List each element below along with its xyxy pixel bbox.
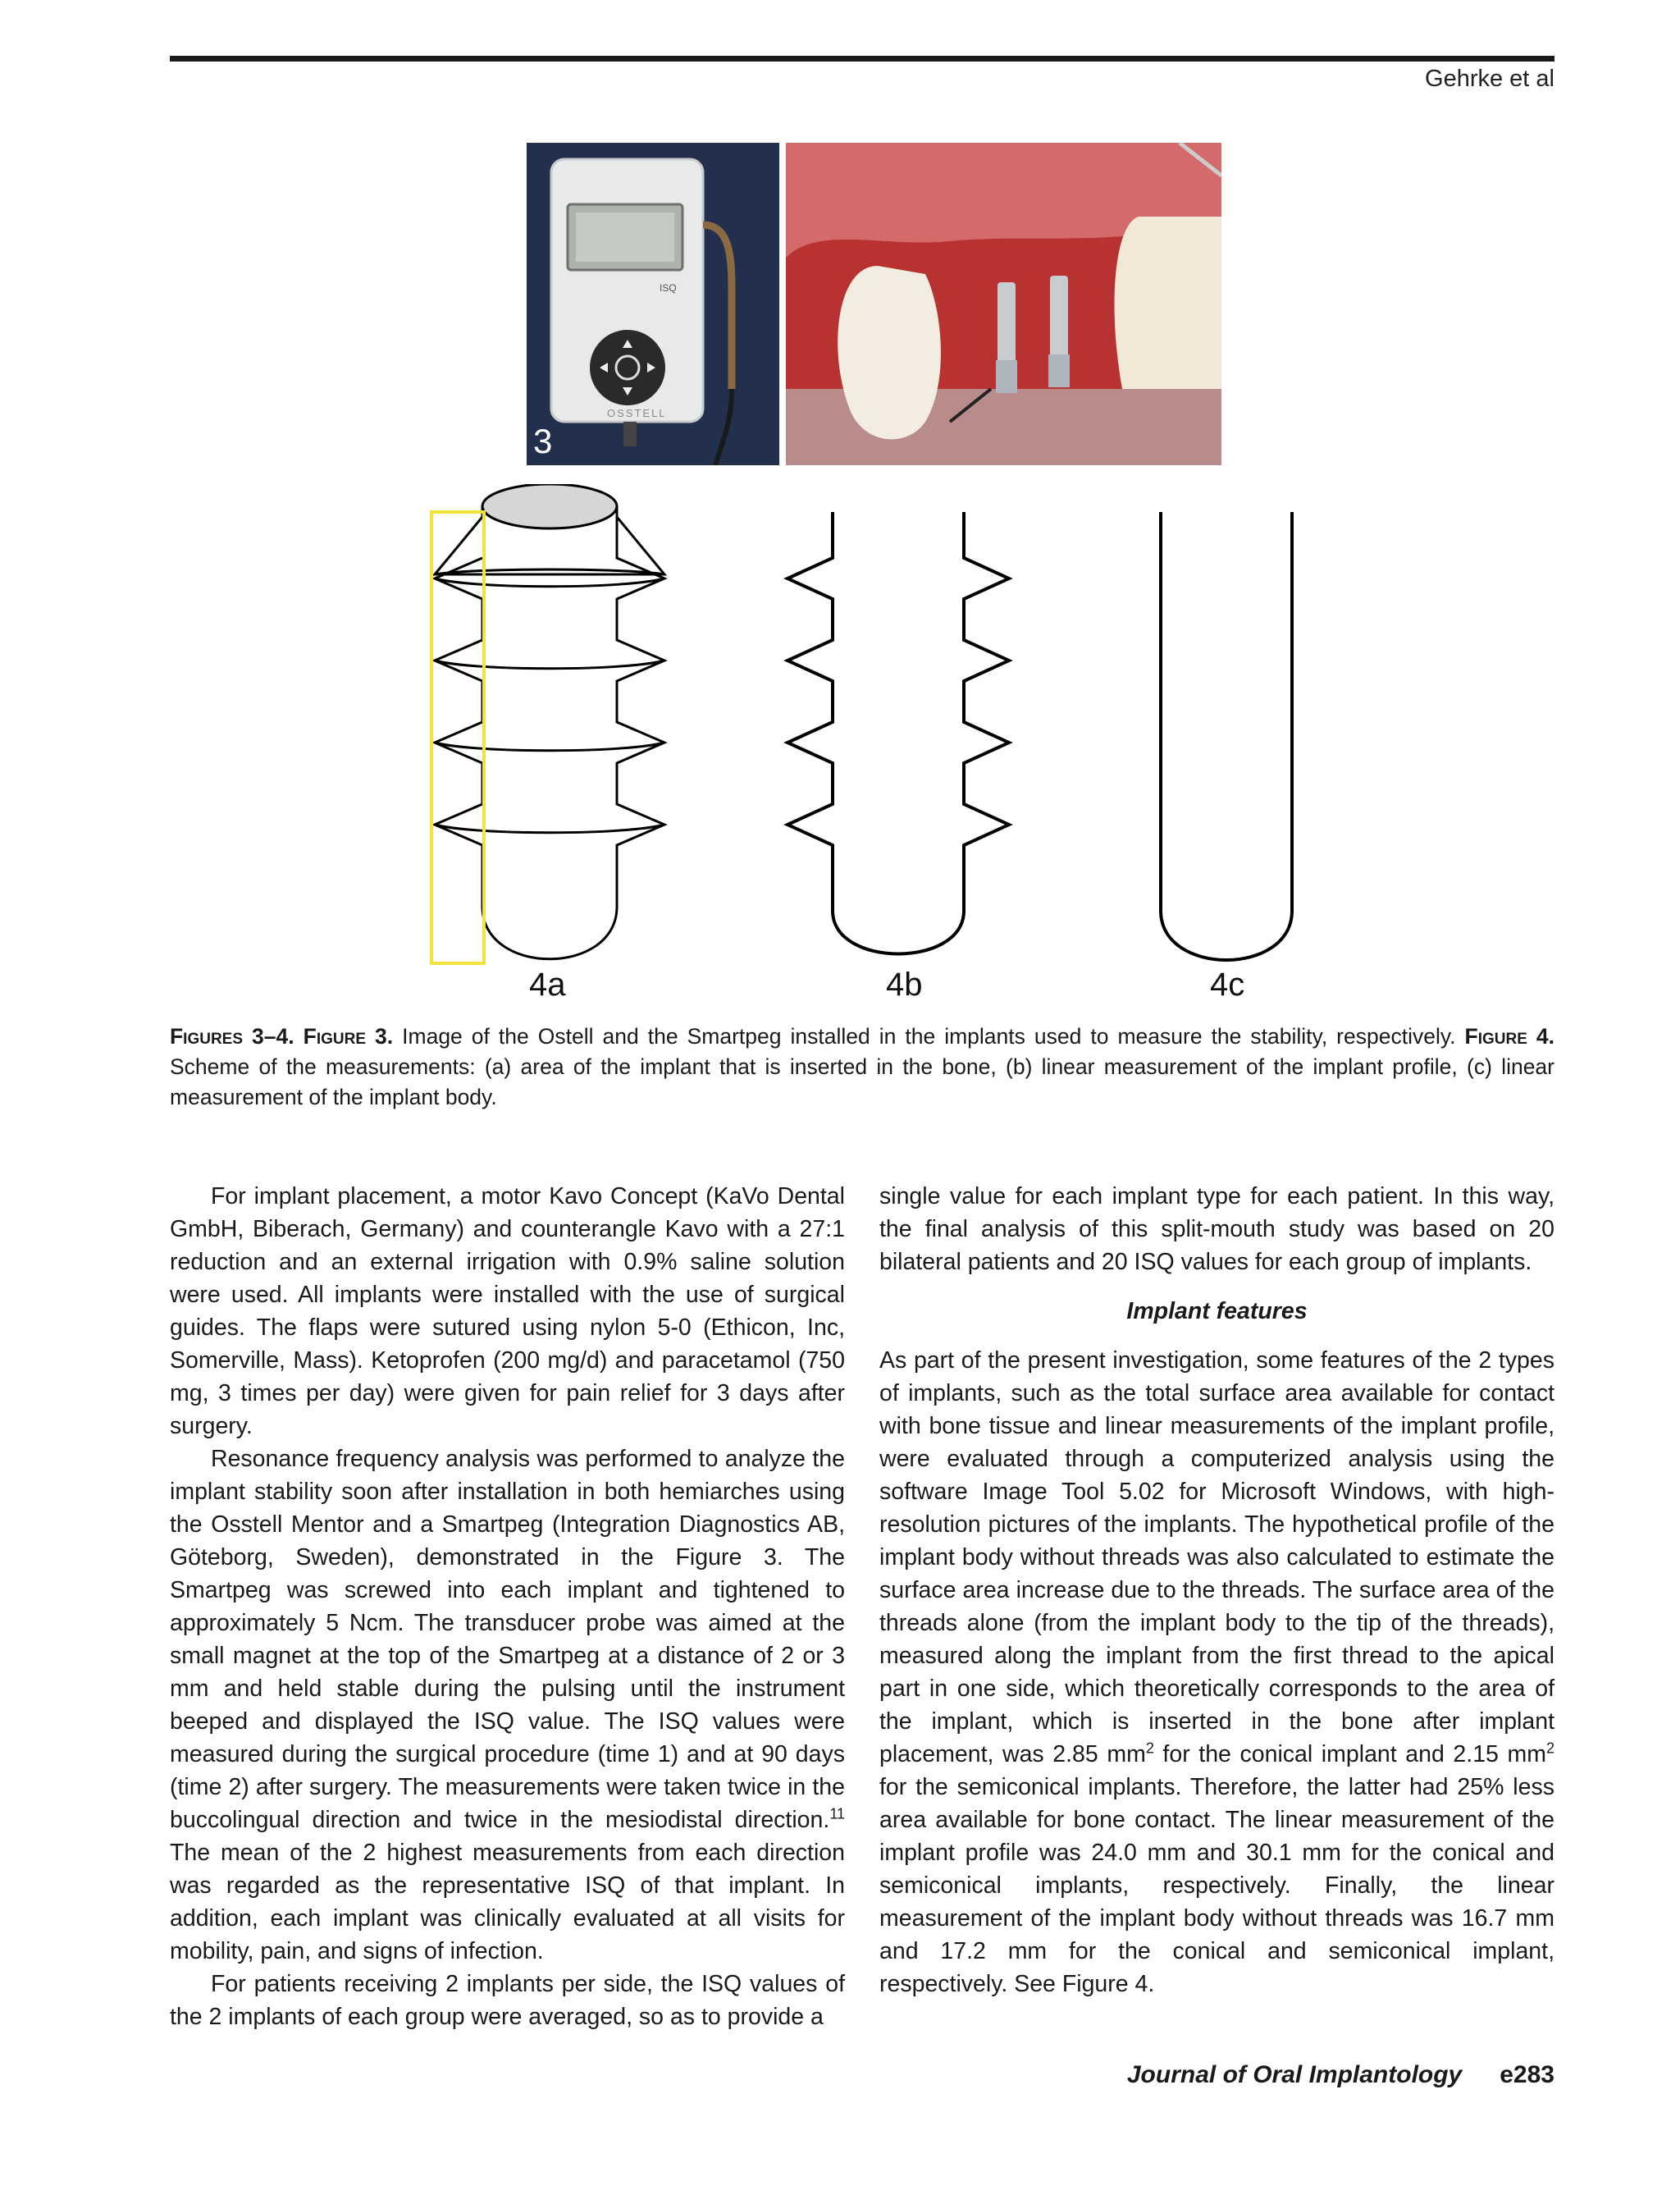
scheme-4a-implant [431, 484, 664, 963]
figure3-panel-label: 3 [533, 422, 553, 460]
section-heading-implant-features: Implant features [1126, 1298, 1308, 1324]
paragraph-text: for the semiconical implants. Therefore, the latter had 25% less area available for bone contact. The linear measurement of the implant profile was 24.0 mm and 30.1 mm for the conical and semiconical implants, respectively. Finally, the linear measurement of the implant body without threads was 16.7 mm and 17.2 mm for the conical and semiconical implant, respectively. See Figure 4. [879, 1774, 1554, 1997]
caption-lead-label: Figures 3–4. [170, 1024, 294, 1049]
figure4a-label: 4a [529, 967, 566, 1003]
body-column-right [879, 1180, 1554, 2000]
device-screen-text: ISQ [660, 282, 677, 294]
osstell-device-photo [527, 143, 779, 465]
scheme-4c-body [1161, 512, 1292, 960]
top-rule [170, 56, 1554, 62]
device-brand-text: OSSTELL [607, 407, 667, 419]
paragraph-text: As part of the present investigation, some features of the 2 types of implants, such as the total surface area available for contact with bone tissue and linear measurements of the implant profile, were evaluated through a computerized analysis using the software Image Tool 5.02 for Microsoft Windows, with high-resolution pictures of the implants. The hypothetical profile of the implant body without threads was also calculated to estimate the surface area increase due to the threads. The surface area of the threads alone (from the implant body to the tip of the threads), measured along the implant from the first thread to the apical part in one side, which theoretically corresponds to the area of the implant, which is inserted in the bone after implant placement, was 2.85 mm [879, 1347, 1554, 1767]
body-column-left [170, 1180, 845, 2033]
unit-superscript: 2 [1145, 1740, 1154, 1757]
reference-superscript: 11 [829, 1805, 845, 1822]
implant-measurement-scheme [427, 484, 1304, 1009]
page-footer [1127, 2061, 1554, 2089]
figure-caption [170, 1022, 1554, 1113]
figure4c-label: 4c [1210, 967, 1245, 1003]
smartpeg-clinical-photo [786, 143, 1221, 465]
unit-superscript: 2 [1545, 1740, 1554, 1757]
scheme-4b-profile [788, 512, 1009, 954]
paragraph-isq-averaging: For patients receiving 2 implants per side, the ISQ values of the 2 implants of each group were averaged, so as to provide a [170, 1971, 845, 2030]
paragraph-implant-features [879, 1344, 1554, 2000]
paragraph-implant-placement: For implant placement, a motor Kavo Concept (KaVo Dental GmbH, Biberach, Germany) and counterangle Kavo with a 27:1 reduction and an external irrigation with 0.9% saline solution were used. All implants were installed with the use of surgical guides. The flaps were sutured using nylon 5-0 (Ethicon, Inc, Somerville, Mass). Ketoprofen (200 mg/d) and paracetamol (750 mg, 3 times per day) were given for pain relief for 3 days after surgery. [170, 1183, 845, 1439]
paragraph-text: The mean of the 2 highest measurements from each direction was regarded as the representative ISQ of that implant. In addition, each implant was clinically evaluated at all visits for mobility, pain, and signs of infection. [170, 1840, 845, 1964]
running-head: Gehrke et al [1425, 66, 1554, 92]
paragraph-final-analysis: single value for each implant type for each patient. In this way, the final analysis of this split-mouth study was based on 20 bilateral patients and 20 ISQ values for each group of implants. [879, 1183, 1554, 1275]
paragraph-text: for the conical implant and 2.15 mm [1153, 1741, 1546, 1767]
caption-fig3-label: Figure 3. [303, 1024, 394, 1049]
smartpeg-clinical-illustration [786, 143, 1221, 465]
caption-fig3-text: Image of the Ostell and the Smartpeg installed in the implants used to measure the stability, respectively. [402, 1024, 1456, 1049]
page-number: e283 [1500, 2061, 1554, 2088]
paragraph-resonance-frequency [170, 1442, 845, 1968]
caption-fig4-text: Scheme of the measurements: (a) area of the implant that is inserted in the bone, (b) linear measurement of the implant profile, (c) linear measurement of the implant body. [170, 1054, 1554, 1109]
journal-name: Journal of Oral Implantology [1126, 2061, 1463, 2088]
figure4b-label: 4b [886, 967, 923, 1003]
paragraph-text: Resonance frequency analysis was performed to analyze the implant stability soon after installation in both hemiarches using the Osstell Mentor and a Smartpeg (Integration Diagnostics AB, Göteborg, Sweden), demonstrated in the Figure 3. The Smartpeg was screwed into each implant and tightened to approximately 5 Ncm. The transducer probe was aimed at the small magnet at the top of the Smartpeg at a distance of 2 or 3 mm and held stable during the pulsing until the instrument beeped and displayed the ISQ value. The ISQ values were measured during the surgical procedure (time 1) and at 90 days (time 2) after surgery. The measurements were taken twice in the buccolingual direction and twice in the mesiodistal direction. [170, 1446, 845, 1833]
caption-fig4-label: Figure 4. [1464, 1024, 1554, 1049]
